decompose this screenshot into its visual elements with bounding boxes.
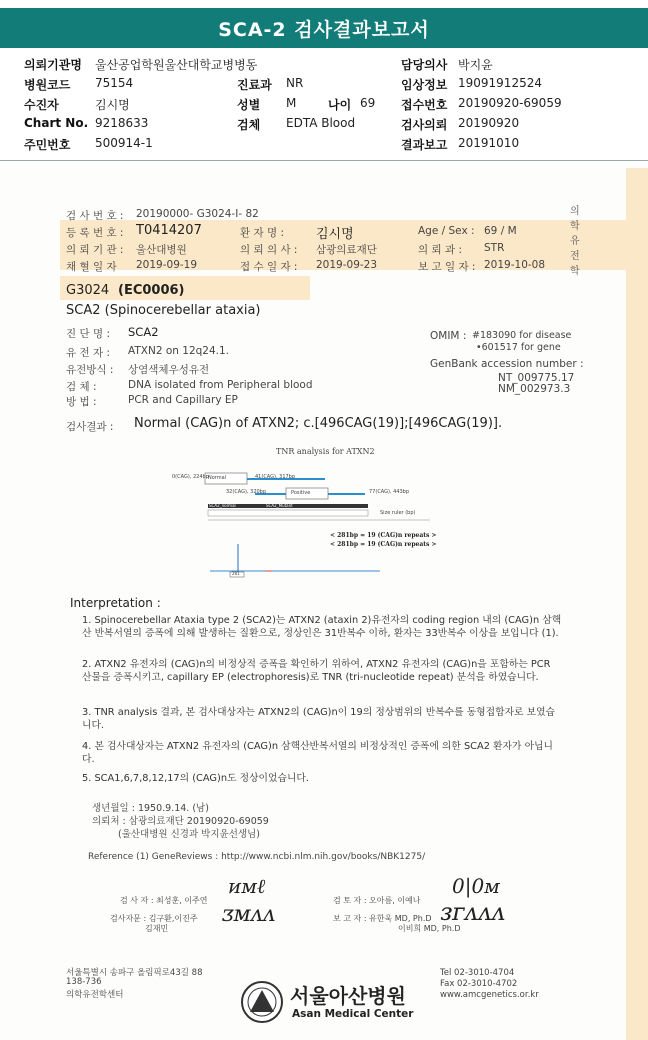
hdr-value: M	[286, 96, 297, 110]
interp-paragraph: 4. 본 검사대상자는 ATXN2 유전자의 (CAG)n 삼핵산반복서열의 비정상적인 증폭에 의한 SCA2 환자가 아닙니다.	[82, 741, 553, 765]
hdr-label: 검체	[237, 118, 261, 132]
field-label: 검 체 :	[66, 381, 97, 393]
hdr-label: Chart No.	[24, 116, 89, 130]
result-label: 검사결과 :	[66, 421, 114, 433]
exam-no-label: 검 사 번 호 :	[66, 210, 124, 222]
tnr-bar1: SCA2_normal	[209, 503, 236, 508]
tester2-label: 검사자문 : 김구환,이진주	[110, 914, 198, 923]
reg-no-label: 등 록 번 호 :	[66, 227, 124, 239]
tnr-l2b: 77(CAG), 443bp	[369, 489, 410, 495]
hdr-label: 결과보고	[401, 138, 448, 152]
tnr-note2: < 281bp = 19 (CAG)n repeats >	[330, 541, 437, 548]
report-header	[0, 52, 648, 161]
reference: Reference (1) GeneReviews : http://www.ncbi.nlm.nih.gov/books/NBK1275/	[88, 852, 426, 862]
hdr-value: 20191010	[458, 136, 520, 150]
tnr-bar2: SCA2_Mutant	[266, 503, 293, 508]
omim-gene: •601517 for gene	[476, 342, 561, 353]
hdr-label: 담당의사	[401, 58, 448, 72]
reviewer-label: 검 토 자 : 오아름, 이예나	[333, 896, 421, 905]
interp-paragraph: 5. SCA1,6,7,8,12,17의 (CAG)n도 정상이었습니다.	[82, 773, 309, 784]
tnr-title: TNR analysis for ATXN2	[276, 447, 375, 456]
report-date: 2019-10-08	[484, 259, 546, 271]
hdr-value: 박지윤	[458, 58, 493, 72]
field-value: 상염색체우성유전	[128, 364, 210, 376]
reporter-signature: ᴈᴦᴧᴧᴧ	[440, 898, 506, 926]
result-text: Normal (CAG)n of ATXN2; c.[496CAG(19)];[496CAG(19)].	[134, 416, 503, 431]
test-code-2: (EC0006)	[118, 283, 185, 298]
tester2-signature: ᴣᴍᴧᴧ	[222, 902, 276, 927]
hdr-label: 병원코드	[24, 78, 71, 92]
dept-label: 의 뢰 과 :	[418, 244, 462, 256]
interp-paragraph: 2. ATXN2 유전자의 (CAG)n의 비정상적 증폭을 확인하기 위하여, ATXN2 유전자의 (CAG)n을 포함하는 PCR 산물을 증폭시키고, capillary EP (electrophoresis)로 TNR (tri-nucleotide repeat) 분석을 하였습니다.	[82, 659, 551, 683]
field-value: PCR and Capillary EP	[128, 394, 238, 406]
hdr-value: 9218633	[95, 116, 149, 130]
hospital-name-en: Asan Medical Center	[292, 1008, 414, 1020]
field-label: 방 법 :	[66, 396, 97, 408]
hdr-label-age: 나이	[328, 98, 352, 112]
test-name: SCA2 (Spinocerebellar ataxia)	[66, 303, 261, 318]
genbank-label: GenBank accession number :	[430, 358, 584, 370]
doctor-label: 의 뢰 의 사 :	[240, 244, 298, 256]
genbank-2: NM_002973.3	[498, 383, 571, 395]
hdr-label: 진료과	[237, 78, 272, 92]
tnr-size: Size ruler (bp)	[380, 510, 416, 516]
side-band	[626, 168, 648, 1040]
asan-foundation-logo-icon	[240, 980, 284, 1024]
field-value: DNA isolated from Peripheral blood	[128, 379, 313, 391]
agesex: 69 / M	[484, 225, 517, 237]
interp-paragraph: 3. TNR analysis 결과, 본 검사대상자는 ATXN2의 (CAG)n이 19의 정상범위의 반복수를 동형접합자로 보였습니다.	[82, 707, 556, 731]
reporter-2: 이비희 MD, Ph.D	[398, 924, 461, 933]
hospital-name-ko: 서울아산병원	[290, 984, 406, 1008]
hdr-value: 500914-1	[95, 136, 153, 150]
report-date-label: 보 고 일 자 :	[418, 261, 476, 273]
tester2b: 김재민	[145, 924, 169, 933]
hdr-label: 주민번호	[24, 138, 71, 152]
reg-no: T0414207	[136, 223, 202, 238]
requester: 의뢰처 : 삼광의료재단 20190920-69059	[92, 816, 269, 827]
patient-label: 환 자 명 :	[240, 227, 284, 239]
tnr-l1b: 41(CAG), 317bp	[255, 474, 296, 480]
recv-date: 2019-09-23	[316, 259, 378, 271]
report-title: SCA-2 검사결과보고서	[0, 8, 648, 48]
genbank-1: NT_009775.17	[498, 372, 575, 384]
requester-2: (울산대병원 신경과 박지윤선생님)	[118, 829, 260, 840]
reviewer-signature: 0|0ᴍ	[452, 874, 500, 898]
address-1: 서울특별시 송파구 올림픽로43길 88	[66, 968, 203, 978]
birth-date: 생년월일 : 1950.9.14. (남)	[92, 803, 209, 814]
hdr-label: 의뢰기관명	[24, 58, 82, 72]
omim-disease: #183090 for disease	[472, 330, 572, 341]
hdr-value: 75154	[95, 76, 134, 90]
tnr-l1a: 0(CAG), 224bp	[172, 474, 209, 480]
draw-label: 채 혈 일 자	[66, 261, 117, 273]
website: www.amcgenetics.or.kr	[440, 990, 539, 1000]
hdr-label: 접수번호	[401, 98, 448, 112]
hdr-value: EDTA Blood	[286, 116, 356, 130]
tnr-l2a: 32(CAG), 320bp	[226, 489, 267, 495]
exam-no: 20190000- G3024-I- 82	[136, 208, 259, 220]
hdr-label: 수진자	[24, 98, 59, 112]
scanned-report	[0, 168, 648, 1040]
field-value: ATXN2 on 12q24.1.	[128, 345, 230, 357]
fax: Fax 02-3010-4702	[440, 979, 518, 989]
tnr-note1: < 281bp = 19 (CAG)n repeats >	[330, 532, 437, 539]
reporter-label: 보 고 자 : 유한욱 MD, Ph.D	[333, 914, 432, 923]
address-3: 의학유전학센터	[66, 990, 124, 1000]
hdr-label: 검사의뢰	[401, 118, 448, 132]
hdr-value: 울산공업학원울산대학교병병동	[95, 58, 258, 72]
tester-label: 검 사 자 : 최성훈, 이주연	[120, 896, 208, 905]
hdr-value: 20190920-69059	[458, 96, 562, 110]
patient-name: 김시명	[316, 227, 354, 242]
tester-signature: ᴎᴍℓ	[228, 874, 266, 898]
hdr-value: 20190920	[458, 116, 520, 130]
inst-label: 의 뢰 기 관 :	[66, 244, 124, 256]
doctor: 삼광의료재단	[316, 244, 377, 256]
hdr-label: 성별	[237, 98, 261, 112]
tnr-positive: Positive	[291, 490, 311, 496]
tnr-peak: 281	[232, 571, 240, 576]
omim-label: OMIM :	[430, 330, 467, 342]
tnr-normal: Normal	[208, 475, 227, 481]
agesex-label: Age / Sex :	[418, 225, 475, 237]
hdr-label: 임상정보	[401, 78, 448, 92]
interp-paragraph: 1. Spinocerebellar Ataxia type 2 (SCA2)는 ATXN2 (ataxin 2)유전자의 coding region 내의 (CAG)n 삼핵산 반복서열의 증폭에 의해 발생하는 질환으로, 정상인은 31반복수 이하, 환자는 33반복수 이상을 보입니다 (1).	[82, 615, 562, 639]
side-text: 의학유전학	[570, 206, 580, 277]
dept: STR	[484, 242, 505, 254]
hdr-value-age: 69	[360, 96, 376, 110]
draw-date: 2019-09-19	[136, 259, 198, 271]
field-value: SCA2	[128, 325, 159, 339]
inst: 울산대병원	[136, 244, 187, 256]
test-code: G3024	[66, 283, 110, 298]
recv-label: 접 수 일 자 :	[240, 261, 298, 273]
hdr-value: 김시명	[95, 98, 130, 112]
interp-title: Interpretation :	[70, 596, 161, 610]
address-2: 138-736	[66, 977, 102, 987]
field-label: 유 전 자 :	[66, 347, 110, 359]
hdr-value: 19091912524	[458, 76, 542, 90]
hdr-value: NR	[286, 76, 304, 90]
field-label: 진 단 명 :	[66, 328, 110, 340]
tel: Tel 02-3010-4704	[440, 968, 515, 978]
field-label: 유전방식 :	[66, 364, 114, 376]
